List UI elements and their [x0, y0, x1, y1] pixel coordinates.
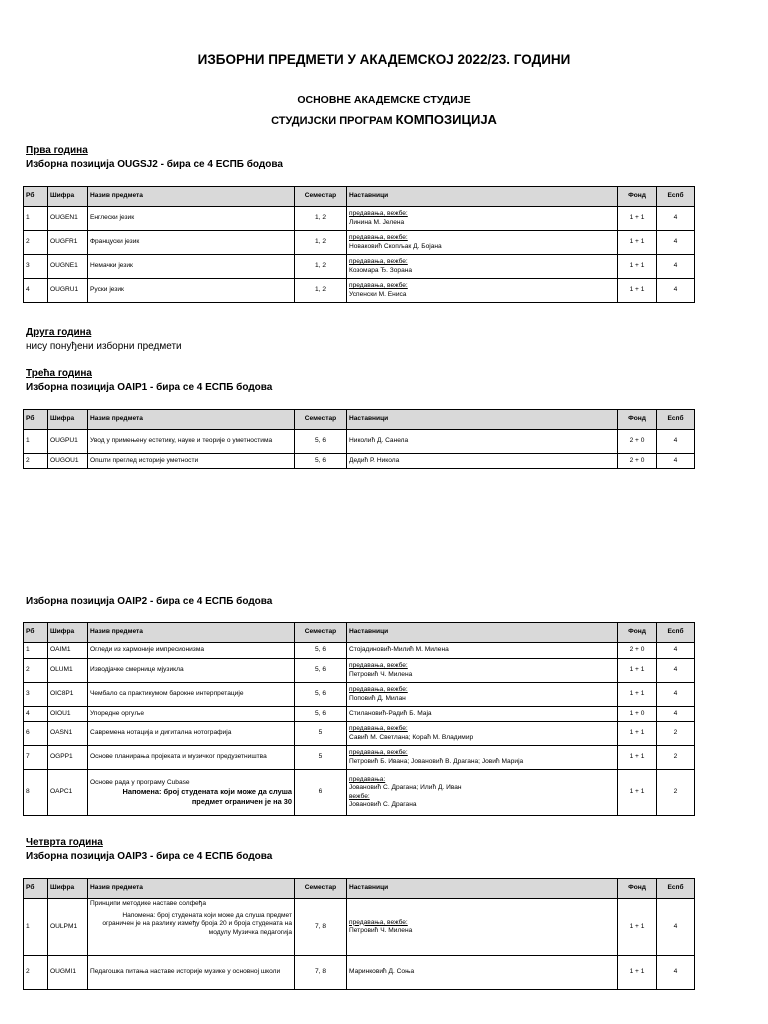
- table-row: [24, 643, 695, 659]
- cell-espb: 4: [657, 707, 695, 722]
- table-header-row: [24, 410, 695, 430]
- cell-semester: 6: [295, 770, 347, 816]
- teacher-role: предавања, вежбе:: [349, 662, 408, 670]
- cell-code: OAPC1: [48, 770, 88, 816]
- teacher-name: Јовановић С. Драгана: [349, 800, 417, 808]
- col-header: Наставници: [347, 410, 618, 430]
- cell-semester: 1, 2: [295, 279, 347, 303]
- cell-teachers: [347, 231, 618, 255]
- cell-name: Чембало са практикумом барокне интерпретације: [88, 683, 295, 707]
- cell-rb: 8: [24, 770, 48, 816]
- col-header: Назив предмета: [88, 187, 295, 207]
- course-name: Принципи методике наставе солфеђа: [90, 900, 207, 907]
- cell-name: Изводјачке смернице мјузикла: [88, 659, 295, 683]
- teacher-name: Јовановић С. Драгана; Илић Д. Иван: [349, 784, 462, 792]
- year4-table: [23, 878, 695, 990]
- cell-teachers: Маринковић Д. Соња: [347, 956, 618, 990]
- col-header: Еспб: [657, 410, 695, 430]
- table-row: [24, 899, 695, 956]
- col-header: Шифра: [48, 410, 88, 430]
- teacher-role: предавања:: [349, 776, 386, 784]
- cell-code: OIC8P1: [48, 683, 88, 707]
- year2-note: нису понуђени изборни предмети: [26, 341, 182, 352]
- cell-rb: 4: [24, 707, 48, 722]
- cell-semester: 1, 2: [295, 207, 347, 231]
- cell-code: OGPP1: [48, 746, 88, 770]
- cell-rb: 2: [24, 956, 48, 990]
- col-header: Семестар: [295, 623, 347, 643]
- cell-rb: 1: [24, 430, 48, 454]
- cell-fond: 1 + 1: [618, 207, 657, 231]
- cell-name: Руски језик: [88, 279, 295, 303]
- cell-fond: 2 + 0: [618, 643, 657, 659]
- cell-espb: 4: [657, 454, 695, 469]
- teacher-role: предавања, вежбе:: [349, 210, 408, 218]
- table-header-row: [24, 623, 695, 643]
- program-title: [0, 112, 768, 127]
- cell-teachers: [347, 207, 618, 231]
- teacher-role: предавања, вежбе:: [349, 725, 408, 733]
- cell-semester: 5: [295, 746, 347, 770]
- cell-espb: 4: [657, 956, 695, 990]
- cell-espb: 4: [657, 279, 695, 303]
- teacher-role: предавања, вежбе:: [349, 918, 408, 926]
- cell-code: OUGNE1: [48, 255, 88, 279]
- cell-semester: 7, 8: [295, 899, 347, 956]
- table-row: [24, 231, 695, 255]
- cell-espb: 4: [657, 430, 695, 454]
- cell-code: OUGOU1: [48, 454, 88, 469]
- cell-fond: 1 + 1: [618, 659, 657, 683]
- cell-semester: 1, 2: [295, 255, 347, 279]
- year4-position: Изборна позиција OAIP3 - бира се 4 ЕСПБ бодова: [26, 851, 273, 862]
- teacher-role: предавања, вежбе:: [349, 234, 408, 242]
- col-header: Семестар: [295, 879, 347, 899]
- cell-teachers: [347, 770, 618, 816]
- year4-heading: Четврта година: [26, 837, 103, 848]
- col-header: Рб: [24, 187, 48, 207]
- cell-rb: 2: [24, 231, 48, 255]
- cell-espb: 2: [657, 722, 695, 746]
- cell-name: [88, 899, 295, 956]
- col-header: Шифра: [48, 879, 88, 899]
- teacher-name: Петровић Ч. Милена: [349, 927, 413, 934]
- cell-rb: 2: [24, 454, 48, 469]
- cell-name: Увод у примењену естетику, науке и теорије о уметностима: [88, 430, 295, 454]
- table-row: [24, 659, 695, 683]
- year3-section: [26, 367, 272, 395]
- col-header: Назив предмета: [88, 410, 295, 430]
- year1-heading: Прва година: [26, 145, 88, 156]
- course-note: предмет ограничен је на 30: [191, 796, 292, 806]
- year1-section: [26, 144, 283, 172]
- cell-fond: 1 + 1: [618, 255, 657, 279]
- cell-teachers: Стојадиновић-Милић М. Милена: [347, 643, 618, 659]
- teacher-role: предавања, вежбе:: [349, 686, 408, 694]
- cell-name: Општи преглед историје уметности: [88, 454, 295, 469]
- table-header-row: [24, 187, 695, 207]
- cell-fond: 1 + 1: [618, 722, 657, 746]
- course-name: Основе рада у програму Cubase: [90, 779, 190, 787]
- cell-espb: 4: [657, 207, 695, 231]
- cell-teachers: Дедић Р. Никола: [347, 454, 618, 469]
- cell-rb: 2: [24, 659, 48, 683]
- year1-table: [23, 186, 695, 303]
- table-row: [24, 255, 695, 279]
- cell-code: OUGRU1: [48, 279, 88, 303]
- year3-table1: [23, 409, 695, 469]
- cell-teachers: [347, 899, 618, 956]
- cell-fond: 1 + 1: [618, 231, 657, 255]
- cell-semester: 5, 6: [295, 659, 347, 683]
- cell-fond: 1 + 1: [618, 683, 657, 707]
- table-row: [24, 722, 695, 746]
- course-note: Напомена: број студената који може да слуша: [122, 787, 292, 797]
- teacher-role: вежбе:: [349, 792, 370, 800]
- cell-teachers: Стилановић-Радић Б. Маја: [347, 707, 618, 722]
- year3-position1: Изборна позиција OAIP1 - бира се 4 ЕСПБ бодова: [26, 382, 273, 393]
- col-header: Еспб: [657, 623, 695, 643]
- document-subtitle: ОСНОВНЕ АКАДЕМСКЕ СТУДИЈЕ: [297, 94, 471, 106]
- cell-semester: 5: [295, 722, 347, 746]
- cell-rb: 1: [24, 643, 48, 659]
- cell-name: Немачки језик: [88, 255, 295, 279]
- cell-code: OASN1: [48, 722, 88, 746]
- program-name: КОМПОЗИЦИЈА: [395, 112, 497, 127]
- teacher-name: Новаковић Скопљак Д. Бојана: [349, 242, 442, 250]
- cell-rb: 3: [24, 255, 48, 279]
- col-header: Назив предмета: [88, 623, 295, 643]
- cell-teachers: Николић Д. Санела: [347, 430, 618, 454]
- table-row: [24, 454, 695, 469]
- cell-code: OUGMI1: [48, 956, 88, 990]
- cell-espb: 4: [657, 659, 695, 683]
- cell-semester: 5, 6: [295, 707, 347, 722]
- table-header-row: [24, 879, 695, 899]
- teacher-role: предавања, вежбе:: [349, 258, 408, 266]
- year3-heading: Трећа година: [26, 368, 92, 379]
- cell-teachers: [347, 746, 618, 770]
- cell-semester: 5, 6: [295, 430, 347, 454]
- teacher-role: предавања, вежбе:: [349, 749, 408, 757]
- cell-semester: 1, 2: [295, 231, 347, 255]
- teacher-name: Поповић Д. Милан: [349, 694, 406, 702]
- col-header: Фонд: [618, 623, 657, 643]
- cell-fond: 1 + 0: [618, 707, 657, 722]
- teacher-name: Линина М. Јелена: [349, 218, 405, 226]
- cell-rb: 1: [24, 207, 48, 231]
- year3-table2: [23, 622, 695, 816]
- cell-rb: 3: [24, 683, 48, 707]
- col-header: Рб: [24, 879, 48, 899]
- cell-name: Упоредне оргуље: [88, 707, 295, 722]
- col-header: Семестар: [295, 410, 347, 430]
- course-note: Напомена: број студената који може да слуша предмет ограничен је на разлику између броја 20 и броја студената на модулу Музичка педагогија: [102, 912, 292, 936]
- year4-section: [26, 836, 272, 864]
- col-header: Фонд: [618, 879, 657, 899]
- col-header: Назив предмета: [88, 879, 295, 899]
- cell-espb: 4: [657, 899, 695, 956]
- cell-code: OLUM1: [48, 659, 88, 683]
- table-row: [24, 746, 695, 770]
- cell-rb: 6: [24, 722, 48, 746]
- table-row: [24, 707, 695, 722]
- teacher-name: Петровић Ч. Милена: [349, 670, 413, 678]
- year2-heading: Друга година: [26, 327, 92, 338]
- cell-rb: 1: [24, 899, 48, 956]
- cell-espb: 4: [657, 643, 695, 659]
- cell-espb: 2: [657, 770, 695, 816]
- cell-code: OULPM1: [48, 899, 88, 956]
- cell-fond: 1 + 1: [618, 770, 657, 816]
- program-prefix: СТУДИЈСКИ ПРОГРАМ: [271, 115, 393, 127]
- cell-name: Француски језик: [88, 231, 295, 255]
- cell-fond: 1 + 1: [618, 746, 657, 770]
- cell-espb: 2: [657, 746, 695, 770]
- cell-name: Педагошка питања наставе историје музике у основној школи: [88, 956, 295, 990]
- cell-teachers: [347, 722, 618, 746]
- cell-teachers: [347, 683, 618, 707]
- teacher-name: Савић М. Светлана; Корaћ М. Владимир: [349, 733, 474, 741]
- cell-semester: 5, 6: [295, 683, 347, 707]
- col-header: Рб: [24, 623, 48, 643]
- table-row: [24, 430, 695, 454]
- table-row: [24, 207, 695, 231]
- col-header: Наставници: [347, 187, 618, 207]
- cell-fond: 2 + 0: [618, 430, 657, 454]
- year1-position: Изборна позиција OUGSJ2 - бира се 4 ЕСПБ бодова: [26, 159, 283, 170]
- year3-position2-section: [26, 595, 272, 609]
- cell-teachers: [347, 279, 618, 303]
- teacher-name: Козомара Ђ. Зорана: [349, 266, 413, 274]
- cell-teachers: [347, 659, 618, 683]
- cell-name: Огледи из хармоније импресионизма: [88, 643, 295, 659]
- col-header: Рб: [24, 410, 48, 430]
- cell-fond: 1 + 1: [618, 899, 657, 956]
- table-row: [24, 683, 695, 707]
- col-header: Наставници: [347, 623, 618, 643]
- cell-name: Основе планирања пројеката и музичког предузетништва: [88, 746, 295, 770]
- cell-code: OUGFR1: [48, 231, 88, 255]
- cell-espb: 4: [657, 231, 695, 255]
- cell-teachers: [347, 255, 618, 279]
- cell-fond: 1 + 1: [618, 279, 657, 303]
- col-header: Шифра: [48, 187, 88, 207]
- col-header: Фонд: [618, 410, 657, 430]
- col-header: Фонд: [618, 187, 657, 207]
- year3-position2: Изборна позиција OAIP2 - бира се 4 ЕСПБ бодова: [26, 596, 273, 607]
- col-header: Семестар: [295, 187, 347, 207]
- col-header: Шифра: [48, 623, 88, 643]
- cell-espb: 4: [657, 255, 695, 279]
- cell-rb: 4: [24, 279, 48, 303]
- table-row: [24, 956, 695, 990]
- cell-name: [88, 770, 295, 816]
- col-header: Наставници: [347, 879, 618, 899]
- col-header: Еспб: [657, 187, 695, 207]
- cell-rb: 7: [24, 746, 48, 770]
- table-row: [24, 279, 695, 303]
- cell-semester: 5, 6: [295, 643, 347, 659]
- teacher-name: Петровић Б. Ивана; Јовановић В. Драгана; Јовић Марија: [349, 757, 524, 765]
- cell-code: OAIM1: [48, 643, 88, 659]
- teacher-role: предавања, вежбе:: [349, 282, 408, 290]
- teacher-name: Успенски М. Ениса: [349, 290, 407, 298]
- document-title: ИЗБОРНИ ПРЕДМЕТИ У АКАДЕМСКОЈ 2022/23. ГОДИНИ: [197, 52, 571, 67]
- cell-code: OUGPU1: [48, 430, 88, 454]
- cell-name: Савремена нотација и дигитална нотографија: [88, 722, 295, 746]
- cell-fond: 1 + 1: [618, 956, 657, 990]
- cell-code: OUGEN1: [48, 207, 88, 231]
- cell-code: OIOU1: [48, 707, 88, 722]
- col-header: Еспб: [657, 879, 695, 899]
- cell-name: Енглески језик: [88, 207, 295, 231]
- cell-fond: 2 + 0: [618, 454, 657, 469]
- year2-section: [26, 326, 182, 354]
- table-row: [24, 770, 695, 816]
- cell-semester: 7, 8: [295, 956, 347, 990]
- cell-semester: 5, 6: [295, 454, 347, 469]
- cell-espb: 4: [657, 683, 695, 707]
